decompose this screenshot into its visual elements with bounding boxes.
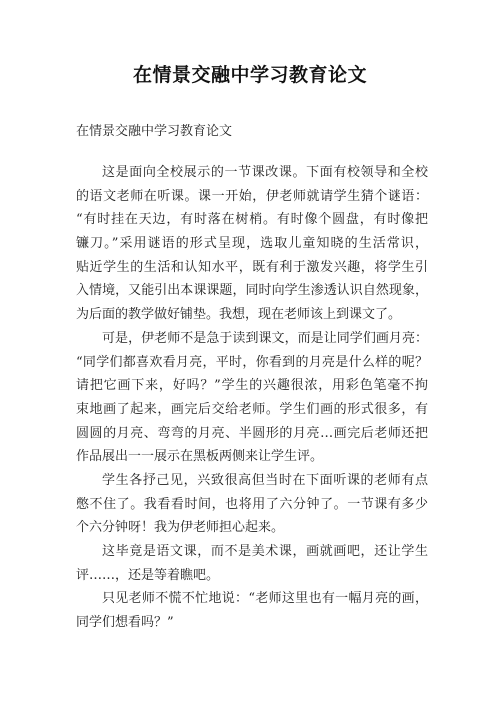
paragraph-line: 请把它画下来，好吗？”学生的兴趣很浓，用彩色笔毫不拘 [76, 378, 428, 394]
paragraph [76, 161, 428, 327]
paragraph-line: 这毕竟是语文课，而不是美术课，画就画吧，还让学生 [102, 544, 428, 559]
paragraph-line: 作品展出一一展示在黑板两侧来让学生评。 [76, 449, 324, 465]
paragraph-line: 束地画了起来，画完后交给老师。学生们画的形式很多，有 [76, 401, 428, 417]
paragraph-line: 评……，还是等着瞧吧。 [76, 567, 220, 583]
paragraph-line: 圆圆的月亮、弯弯的月亮、半圆形的月亮…画完后老师还把 [76, 425, 428, 441]
paragraph-line: 镰刀。”采用谜语的形式呈现，选取儿童知晓的生活常识， [76, 236, 428, 252]
document-subtitle: 在情景交融中学习教育论文 [76, 124, 233, 139]
paragraph-line: 只见老师不慌不忙地说：“老师这里也有一幅月亮的画， [102, 591, 428, 607]
paragraph-line: 贴近学生的生活和认知水平，既有利于激发兴趣，将学生引 [76, 259, 428, 275]
paragraph-line: 憋不住了。我看看时间，也将用了六分钟了。一节课有多少 [76, 496, 428, 512]
paragraph-line: 学生各抒己见，兴致很高但当时在下面听课的老师有点 [102, 472, 428, 488]
paragraph-line: 的语文老师在听课。课一开始，伊老师就请学生猜个谜语： [76, 188, 428, 204]
paragraph-line: 同学们想看吗？” [76, 615, 174, 631]
paragraph-line: 为后面的教学做好铺垫。我想，现在老师该上到课文了。 [76, 307, 402, 323]
paragraph [76, 540, 428, 587]
paragraph [76, 587, 428, 634]
paragraph-line: 入情境，又能引出本课课题，同时向学生渗透认识自然现象， [76, 283, 428, 299]
paragraph-line: 可是，伊老师不是急于读到课文，而是让同学们画月亮： [102, 330, 428, 346]
paragraph-line: “有时挂在天边，有时落在树梢。有时像个圆盘，有时像把 [76, 212, 428, 228]
paragraph-line: 个六分钟呀！我为伊老师担心起来。 [76, 520, 285, 536]
paragraph-line: “同学们都喜欢看月亮，平时，你看到的月亮是什么样的呢？ [76, 354, 428, 370]
paragraph [76, 469, 428, 540]
document-title: 在情景交融中学习教育论文 [132, 64, 367, 86]
paragraph [76, 327, 428, 469]
paragraph-line: 这是面向全校展示的一节课改课。下面有校领导和全校 [102, 165, 428, 180]
document-body [76, 161, 428, 635]
